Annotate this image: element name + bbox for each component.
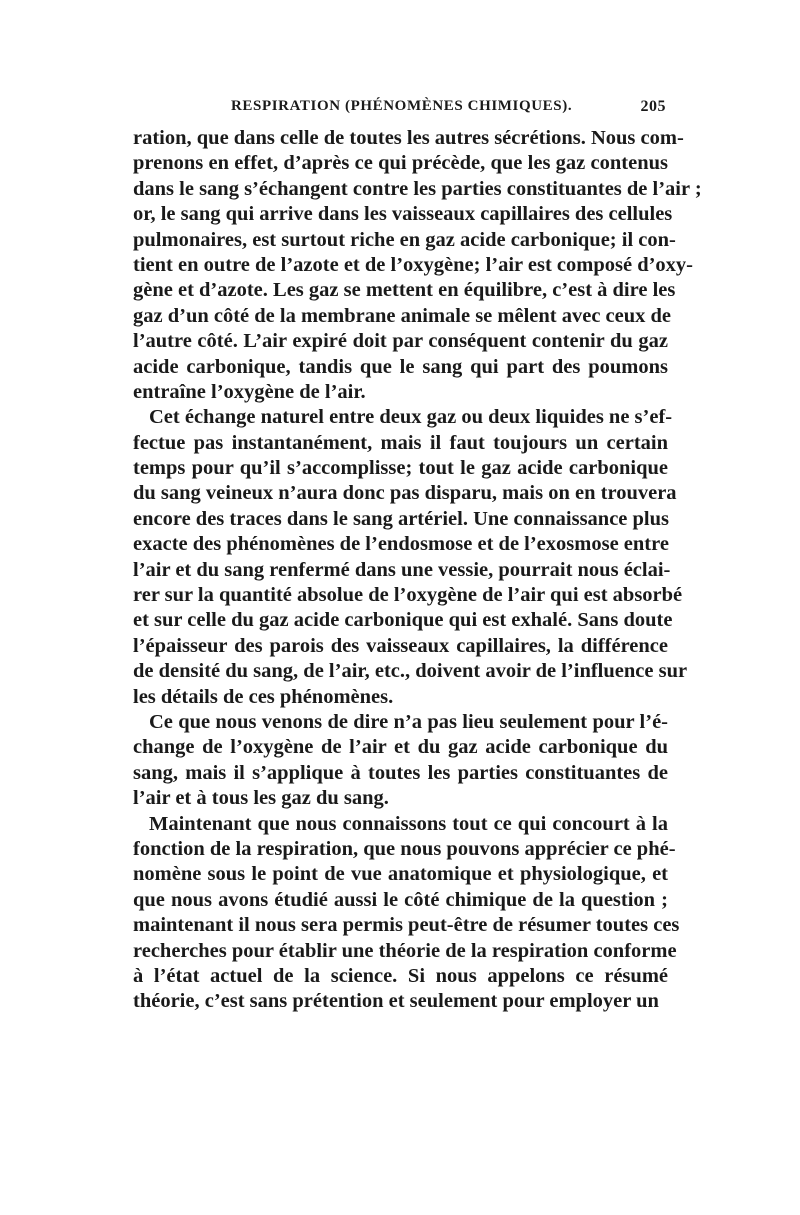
- text-line: or, le sang qui arrive dans les vaisseaux capillaires des cellules: [133, 203, 673, 226]
- text-line: prenons en effet, d’après ce qui précède, que les gaz contenus: [133, 152, 668, 175]
- text-line: rer sur la quantité absolue de l’oxygène de l’air qui est absorbé: [133, 584, 683, 607]
- text-line: change de l’oxygène de l’air et du gaz acide carbonique du: [133, 736, 668, 759]
- text-line: tient en outre de l’azote et de l’oxygène; l’air est composé d’oxy-: [133, 253, 694, 276]
- paragraph: [133, 710, 668, 812]
- text-line: et sur celle du gaz acide carbonique qui est exhalé. Sans doute: [133, 609, 673, 632]
- text-line: encore des traces dans le sang artériel. Une connaissance plus: [133, 507, 670, 530]
- text-line: l’autre côté. L’air expiré doit par conséquent contenir du gaz: [133, 330, 668, 353]
- paragraph: [133, 405, 688, 710]
- text-line: ration, que dans celle de toutes les autres sécrétions. Nous com-: [133, 127, 684, 149]
- text-line: sang, mais il s’applique à toutes les parties constituantes de: [133, 761, 668, 784]
- paragraph: [133, 812, 680, 1015]
- text-line: nomène sous le point de vue anatomique et physiologique, et: [133, 863, 668, 886]
- text-line: dans le sang s’échangent contre les parties constituantes de l’air ;: [133, 177, 702, 200]
- page-body: [133, 126, 702, 1015]
- text-line: gène et d’azote. Les gaz se mettent en équilibre, c’est à dire les: [133, 279, 676, 302]
- text-line: gaz d’un côté de la membrane animale se mêlent avec ceux de: [133, 304, 672, 327]
- text-line: l’air et du sang renfermé dans une vessie, pourrait nous éclai-: [133, 558, 671, 581]
- text-line: Ce que nous venons de dire n’a pas lieu seulement pour l’é-: [149, 710, 668, 733]
- running-title: RESPIRATION (PHÉNOMÈNES CHIMIQUES).: [231, 98, 573, 114]
- text-line: l’air et à tous les gaz du sang.: [133, 787, 389, 810]
- text-line: recherches pour établir une théorie de la respiration conforme: [133, 939, 677, 962]
- text-line: temps pour qu’il s’accomplisse; tout le gaz acide carbonique: [133, 457, 668, 480]
- paragraph: [133, 126, 702, 405]
- text-line: l’épaisseur des parois des vaisseaux capillaires, la différence: [133, 634, 668, 657]
- text-line: entraîne l’oxygène de l’air.: [133, 380, 366, 403]
- text-line: que nous avons étudié aussi le côté chimique de la question ;: [133, 888, 668, 911]
- book-page: [133, 98, 702, 1015]
- text-line: fectue pas instantanément, mais il faut toujours un certain: [133, 431, 668, 454]
- text-line: à l’état actuel de la science. Si nous appelons ce résumé: [133, 964, 668, 987]
- text-line: Cet échange naturel entre deux gaz ou deux liquides ne s’ef-: [149, 406, 673, 429]
- text-line: maintenant il nous sera permis peut-être de résumer toutes ces: [133, 914, 680, 937]
- page-header: [133, 98, 668, 124]
- page-number: 205: [640, 98, 666, 115]
- text-line: pulmonaires, est surtout riche en gaz acide carbonique; il con-: [133, 228, 676, 251]
- text-line: du sang veineux n’aura donc pas disparu, mais on en trouvera: [133, 482, 677, 505]
- text-line: Maintenant que nous connaissons tout ce qui concourt à la: [149, 812, 668, 835]
- text-line: de densité du sang, de l’air, etc., doivent avoir de l’influence sur: [133, 660, 688, 683]
- text-line: acide carbonique, tandis que le sang qui part des poumons: [133, 355, 668, 378]
- text-line: fonction de la respiration, que nous pouvons apprécier ce phé-: [133, 837, 676, 860]
- text-line: les détails de ces phénomènes.: [133, 685, 394, 708]
- text-line: théorie, c’est sans prétention et seulement pour employer un: [133, 990, 659, 1013]
- text-line: exacte des phénomènes de l’endosmose et de l’exosmose entre: [133, 533, 669, 556]
